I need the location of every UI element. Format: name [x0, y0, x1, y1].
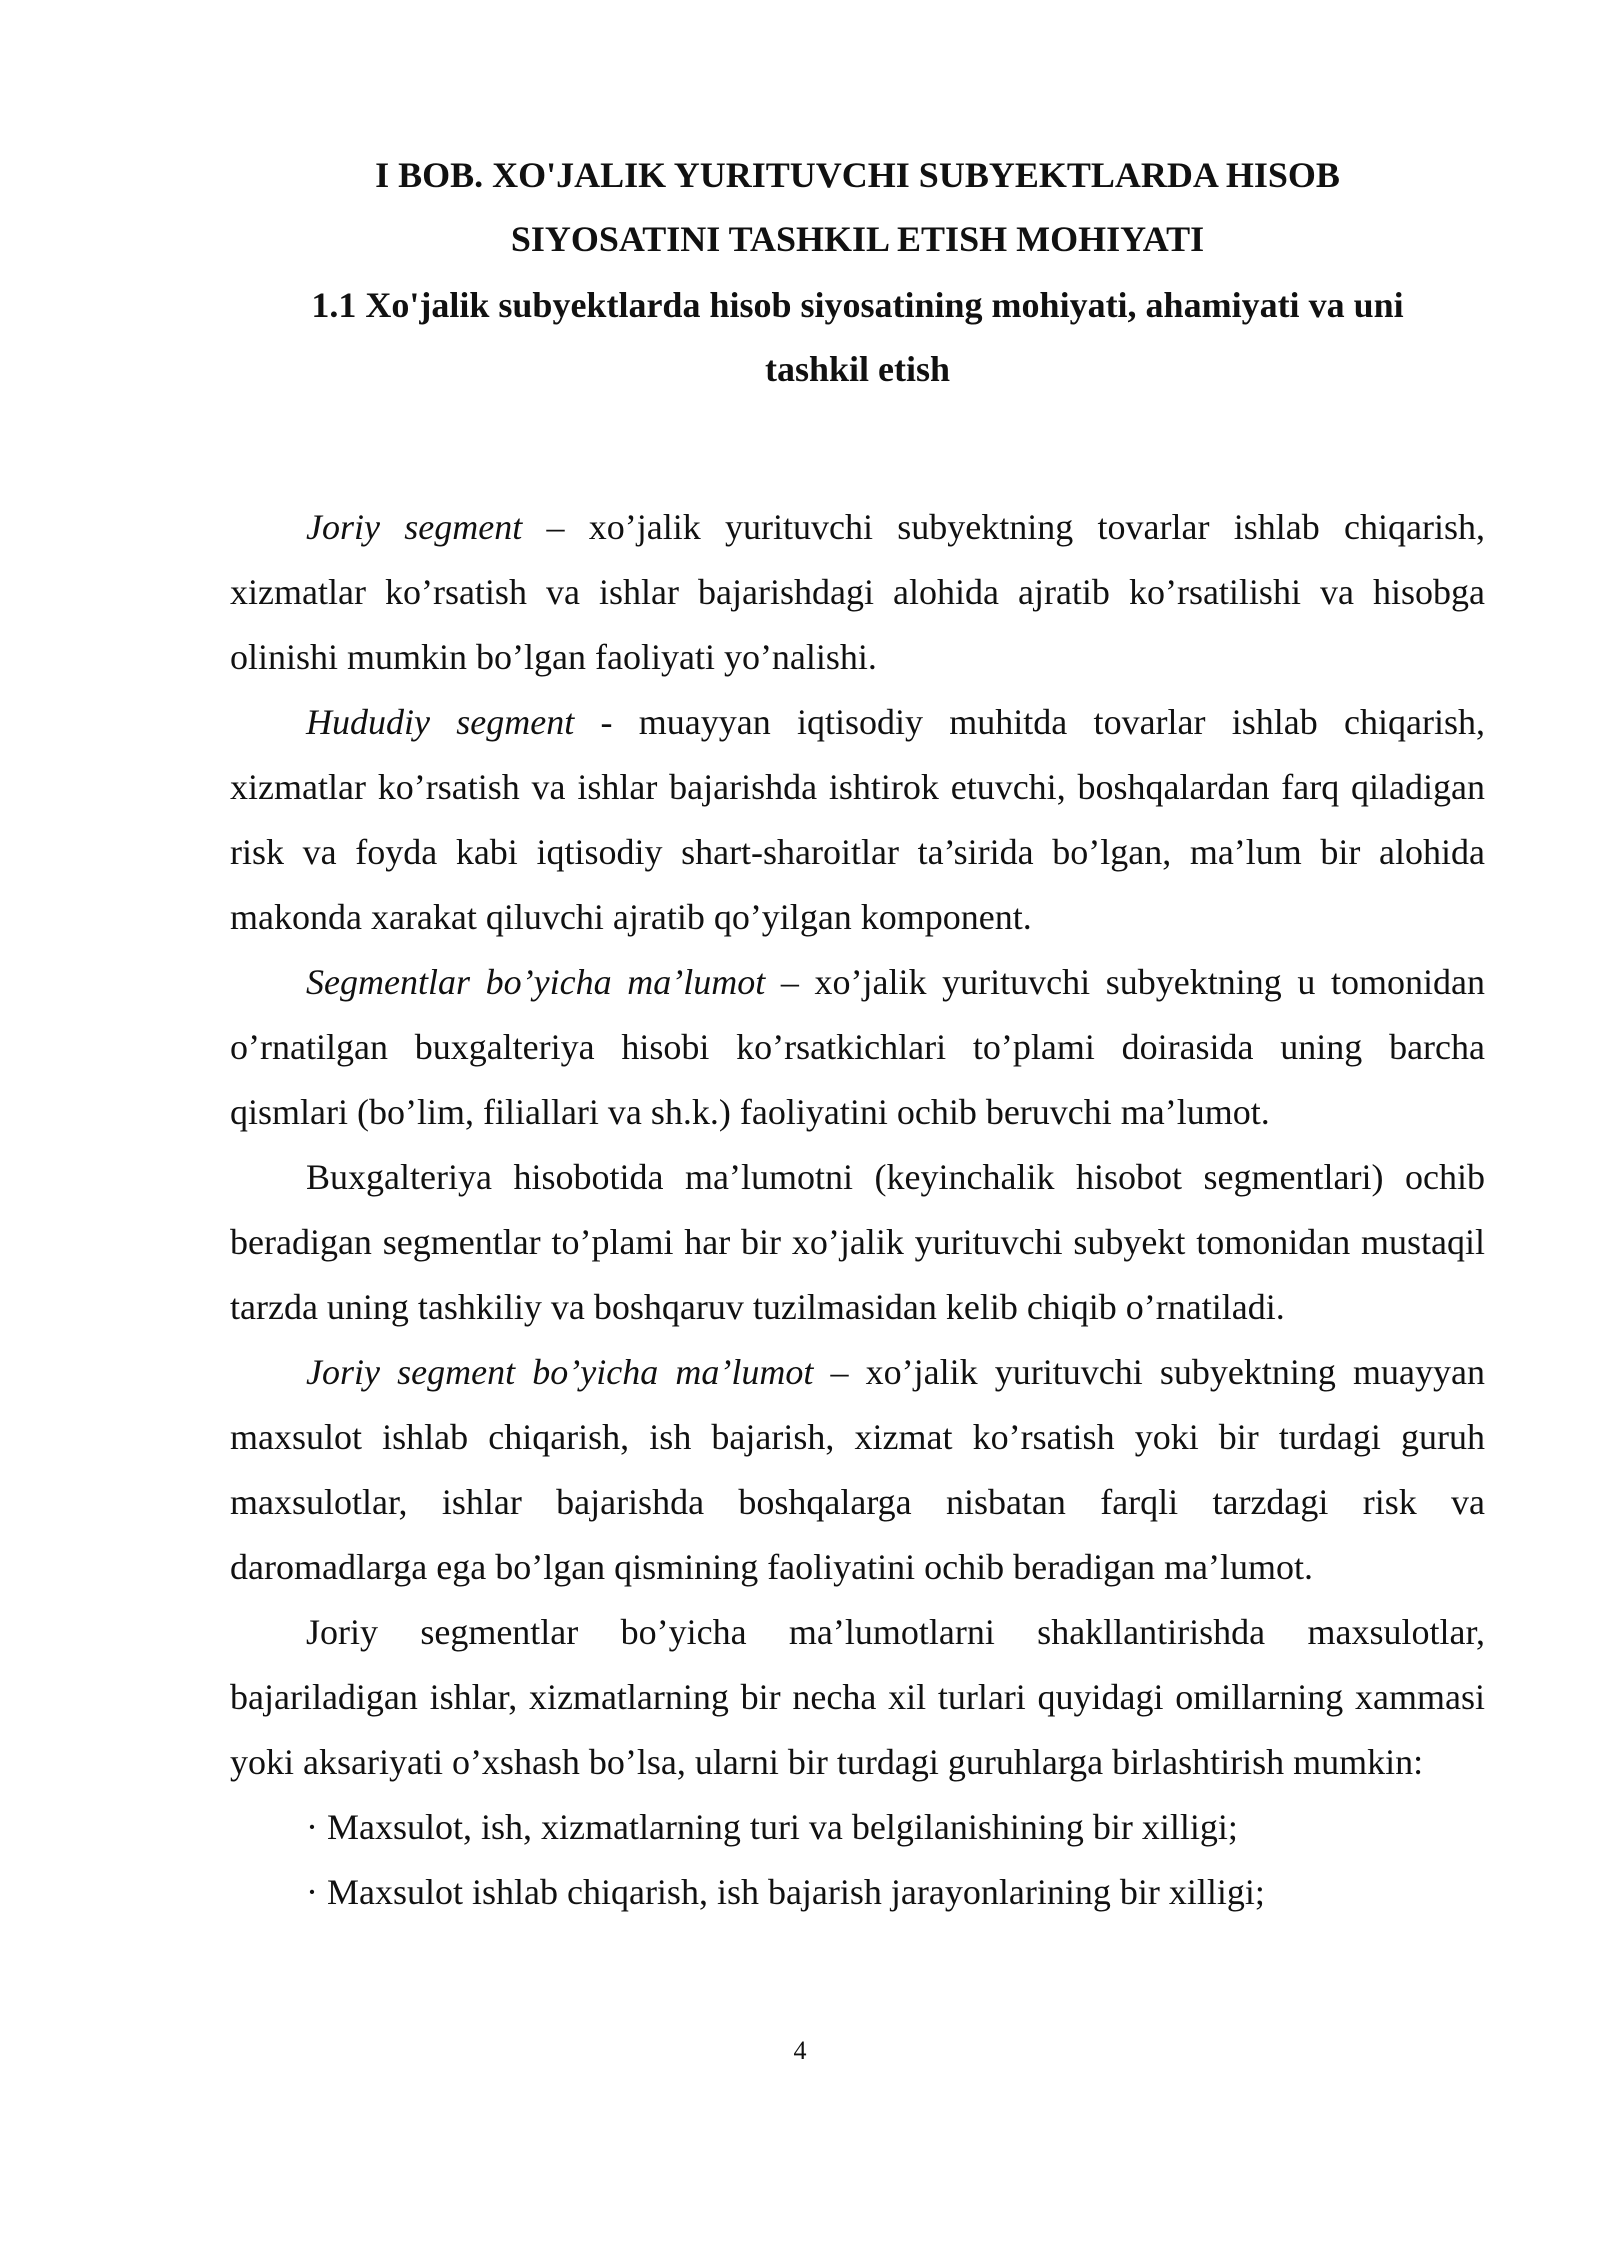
chapter-title [230, 143, 1485, 271]
body-text [230, 495, 1485, 1925]
term-joriy-segment: Joriy segment [306, 507, 523, 547]
paragraph-hududiy-segment [230, 690, 1485, 950]
definition-text: – xo’jalik yurituvchi subyektning u tomonidan o’rnatilgan buxgalteriya hisobi ko’rsatkichlari to’plami doirasida uning barcha qismlari (bo’lim, filiallari va sh.k.) faoliyatini ochib beruvchi ma’lumot. [230, 962, 1486, 1132]
definition-text: – xo’jalik yurituvchi subyektning muayyan maxsulot ishlab chiqarish, ish bajarish, xizmat ko’rsatish yoki bir turdagi guruh maxsulotlar, ishlar bajarishda boshqalarga nisbatan farqli tarzdagi risk va daromadlarga ega bo’lgan qismining faoliyatini ochib beradigan ma’lumot. [230, 1352, 1485, 1587]
bullet-item: · Maxsulot, ish, xizmatlarning turi va belgilanishining bir xilligi; [306, 1807, 1238, 1847]
paragraph-joriy-segment [230, 495, 1485, 690]
chapter-title-line-1: I BOB. XO'JALIK YURITUVCHI SUBYEKTLARDA HISOB [375, 155, 1340, 195]
paragraph-buxgalteriya: Buxgalteriya hisobotida ma’lumotni (keyinchalik hisobot segmentlari) ochib beradigan segmentlar to’plami har bir xo’jalik yurituvchi subyekt tomonidan mustaqil tarzda uning tashkiliy va boshqaruv tuzilmasidan kelib chiqib o’rnatiladi. [230, 1157, 1485, 1327]
section-title [230, 273, 1485, 401]
term-joriy-segment-malumot: Joriy segment bo’yicha ma’lumot [306, 1352, 814, 1392]
chapter-title-line-2: SIYOSATINI TASHKIL ETISH MOHIYATI [510, 219, 1205, 259]
definition-text: – xo’jalik yurituvchi subyektning tovarlar ishlab chiqarish, xizmatlar ko’rsatish va ishlar bajarishdagi alohida ajratib ko’rsatilishi va hisobga olinishi mumkin bo’lgan faoliyati yo’nalishi. [230, 507, 1485, 677]
page-number: 4 [793, 2036, 807, 2065]
paragraph-joriy-segmentlar: Joriy segmentlar bo’yicha ma’lumotlarni shakllantirishda maxsulotlar, bajariladigan ishlar, xizmatlarning bir necha xil turlari quyidagi omillarning xammasi yoki aksariyati o’xshash bo’lsa, ularni bir turdagi guruhlarga birlashtirish mumkin: [230, 1612, 1485, 1782]
definition-text: - muayyan iqtisodiy muhitda tovarlar ishlab chiqarish, xizmatlar ko’rsatish va ishlar bajarishda ishtirok etuvchi, boshqalardan farq qiladigan risk va foyda kabi iqtisodiy shart-sharoitlar ta’sirida bo’lgan, ma’lum bir alohida makonda xarakat qiluvchi ajratib qo’yilgan komponent. [230, 702, 1485, 937]
term-hududiy-segment: Hududiy segment [306, 702, 575, 742]
section-title-line-2: tashkil etish [764, 349, 951, 389]
bullet-item: · Maxsulot ishlab chiqarish, ish bajarish jarayonlarining bir xilligi; [306, 1872, 1265, 1912]
section-title-line-1: 1.1 Xo'jalik subyektlarda hisob siyosatining mohiyati, ahamiyati va uni [311, 285, 1404, 325]
paragraph-joriy-segment-malumot [230, 1340, 1485, 1600]
paragraph-segmentlar-malumot [230, 950, 1485, 1145]
term-segmentlar-malumot: Segmentlar bo’yicha ma’lumot [306, 962, 766, 1002]
